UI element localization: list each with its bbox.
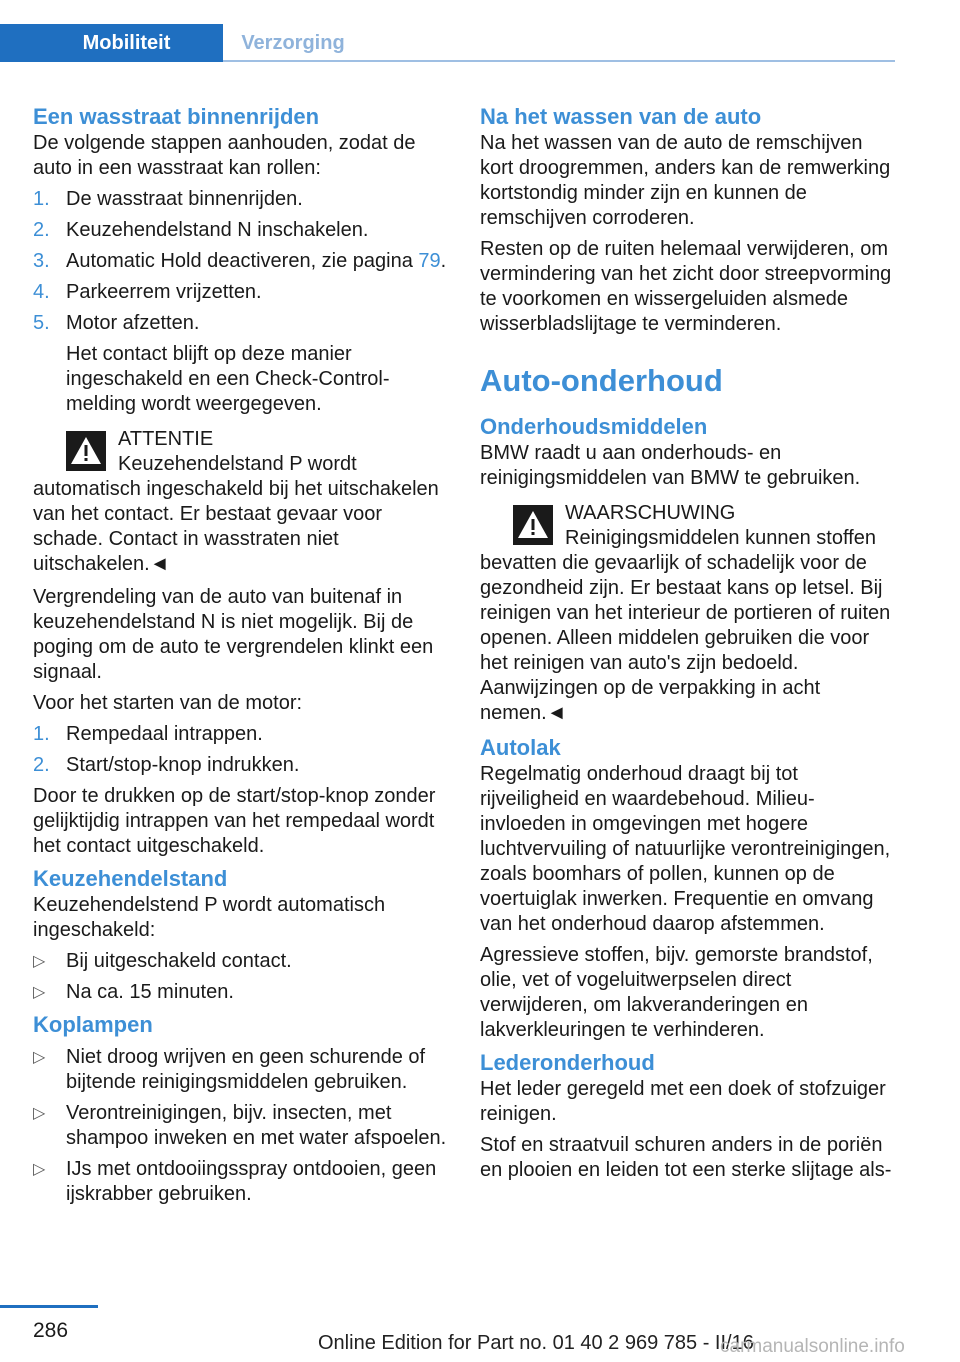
paragraph: Regelmatig onderhoud draagt bij tot rijveiligheid en waardebehoud. Milieu-invloeden in omgevingen met hogere luchtvervuiling of natuurlijke verontreinigingen, zoals boomhars of pollen, kunnen op de voertuiglak inwerken. Frequentie en omvang van het onderhoud daarop afstemmen. <box>480 763 891 935</box>
warning-triangle-icon <box>66 431 106 471</box>
section-title-keuzehendelstand: Keuzehendelstand <box>33 866 228 891</box>
list-item <box>33 722 448 747</box>
step-number: 1. <box>33 723 50 745</box>
list-item <box>33 980 448 1005</box>
warning-title: WAARSCHUWING <box>565 502 736 524</box>
list-item <box>33 1045 448 1095</box>
triangle-bullet-icon: ▷ <box>33 1049 46 1066</box>
list-item <box>33 949 448 974</box>
page-header <box>0 24 895 62</box>
triangle-bullet-icon: ▷ <box>33 1105 46 1122</box>
list-item <box>33 1157 448 1207</box>
step-text: Rempedaal intrappen. <box>66 723 263 745</box>
step-number: 5. <box>33 312 50 334</box>
watermark: carmanualsonline.info <box>720 1336 905 1357</box>
paragraph: BMW raadt u aan onderhouds- en reinigingsmiddelen van BMW te gebruiken. <box>480 442 861 489</box>
paragraph: Het leder geregeld met een doek of stofzuiger reinigen. <box>480 1078 886 1125</box>
list-item <box>33 1101 448 1151</box>
step-text: Automatic Hold deactiveren, zie pagina <box>66 250 419 272</box>
warning-box-waarschuwing <box>480 501 895 726</box>
section-title-onderhoudsmiddelen: Onderhoudsmiddelen <box>480 414 708 439</box>
paragraph: Resten op de ruiten helemaal verwijderen, om vermindering van het zicht door streepvorming te voorkomen en wissergeluiden alsmede wisserbladslijtage te verminderen. <box>480 238 892 335</box>
step-number: 1. <box>33 188 50 210</box>
paragraph: Voor het starten van de motor: <box>33 692 303 714</box>
list-item <box>33 218 448 243</box>
step-text: Motor afzetten. <box>66 312 200 334</box>
bullet-text: Na ca. 15 minuten. <box>66 981 234 1003</box>
bullet-text: Verontreinigingen, bijv. insecten, met shampoo inweken en met water afspoelen. <box>66 1102 447 1149</box>
step-text: De wasstraat binnenrijden. <box>66 188 303 210</box>
paragraph: Stof en straatvuil schuren anders in de poriën en plooien en leiden tot een sterke slijtage als- <box>480 1134 892 1181</box>
tab-verzorging: Verzorging <box>241 32 345 54</box>
step-text: Parkeerrem vrijzetten. <box>66 281 262 303</box>
warning-triangle-icon <box>513 505 553 545</box>
step-number: 2. <box>33 754 50 776</box>
step-number: 3. <box>33 250 50 272</box>
step-number: 4. <box>33 281 50 303</box>
bullet-text: Niet droog wrijven en geen schurende of bijtende reinigingsmiddelen gebruiken. <box>66 1046 426 1093</box>
section-title-lederonderhoud: Lederonderhoud <box>480 1050 655 1075</box>
list-item <box>33 280 448 305</box>
bullet-list <box>33 1045 448 1207</box>
warning-text: Keuzehendelstand P wordt automatisch ingeschakeld bij het uitschakelen van het contact. Er bestaat gevaar voor schade. Contact in wasstraten niet uitschakelen.◄ <box>33 453 439 575</box>
step-text: Keuzehendelstand N inschakelen. <box>66 219 369 241</box>
edition-text: Online Edition for Part no. 01 40 2 969 785 - II/16 <box>318 1332 754 1354</box>
section-title-wasstraat: Een wasstraat binnenrijden <box>33 104 320 129</box>
paragraph: Keuzehendelstend P wordt automatisch ingeschakeld: <box>33 894 386 941</box>
section-title-na-het-wassen: Na het wassen van de auto <box>480 104 762 129</box>
section-title-autolak: Autolak <box>480 735 561 760</box>
section-title-koplampen: Koplampen <box>33 1012 153 1037</box>
step-text: Start/stop-knop indrukken. <box>66 754 300 776</box>
list-item <box>33 187 448 212</box>
list-item <box>33 753 448 778</box>
numbered-list-start <box>33 722 448 778</box>
list-item <box>33 311 448 417</box>
warning-title: ATTENTIE <box>118 428 214 450</box>
numbered-list-steps <box>33 187 448 417</box>
step-number: 2. <box>33 219 50 241</box>
right-column <box>480 103 895 1189</box>
triangle-bullet-icon: ▷ <box>33 984 46 1001</box>
bullet-list <box>33 949 448 1005</box>
step-detail: Het contact blijft op deze manier ingeschakeld en een Check-Control-melding wordt weergegeven. <box>66 343 390 415</box>
bullet-text: Bij uitgeschakeld contact. <box>66 950 292 972</box>
chapter-title-auto-onderhoud: Auto-onderhoud <box>480 363 723 398</box>
paragraph: Door te drukken op de start/stop-knop zonder gelijktijdig intrappen van het rempedaal wordt het contact uitgeschakeld. <box>33 785 436 857</box>
triangle-bullet-icon: ▷ <box>33 1161 46 1178</box>
footer-rule <box>0 1305 98 1308</box>
header-rule <box>223 60 895 62</box>
page-link[interactable]: 79 <box>418 250 441 272</box>
page-number: 286 <box>33 1319 69 1342</box>
step-text-end: . <box>440 250 447 272</box>
paragraph: Agressieve stoffen, bijv. gemorste brandstof, olie, vet of vogeluitwerpselen direct verwijderen, om lakveranderingen en lakverkleuringen te verhinderen. <box>480 944 873 1041</box>
left-column <box>33 103 448 1213</box>
warning-box-attentie <box>33 427 448 577</box>
list-item <box>33 249 448 274</box>
warning-text: Reinigingsmiddelen kunnen stoffen bevatten die gevaarlijk of schadelijk voor de gezondheid zijn. Er bestaat kans op letsel. Bij reinigen van het interieur de portieren of ruiten openen. Alleen middelen gebruiken die voor het reinigen van auto's zijn bedoeld. Aanwijzingen op de verpakking in acht nemen.◄ <box>480 527 891 724</box>
triangle-bullet-icon: ▷ <box>33 953 46 970</box>
tab-mobiliteit: Mobiliteit <box>0 24 223 62</box>
paragraph: De volgende stappen aanhouden, zodat de auto in een wasstraat kan rollen: <box>33 132 416 179</box>
paragraph: Vergrendeling van de auto van buitenaf in keuzehendelstand N is niet mogelijk. Bij de poging om de auto te vergrendelen klinkt een signaal. <box>33 586 434 683</box>
bullet-text: IJs met ontdooiingsspray ontdooien, geen ijskrabber gebruiken. <box>66 1158 437 1205</box>
paragraph: Na het wassen van de auto de remschijven kort droogremmen, anders kan de remwerking kortstondig minder zijn en kunnen de remschijven corroderen. <box>480 132 891 229</box>
